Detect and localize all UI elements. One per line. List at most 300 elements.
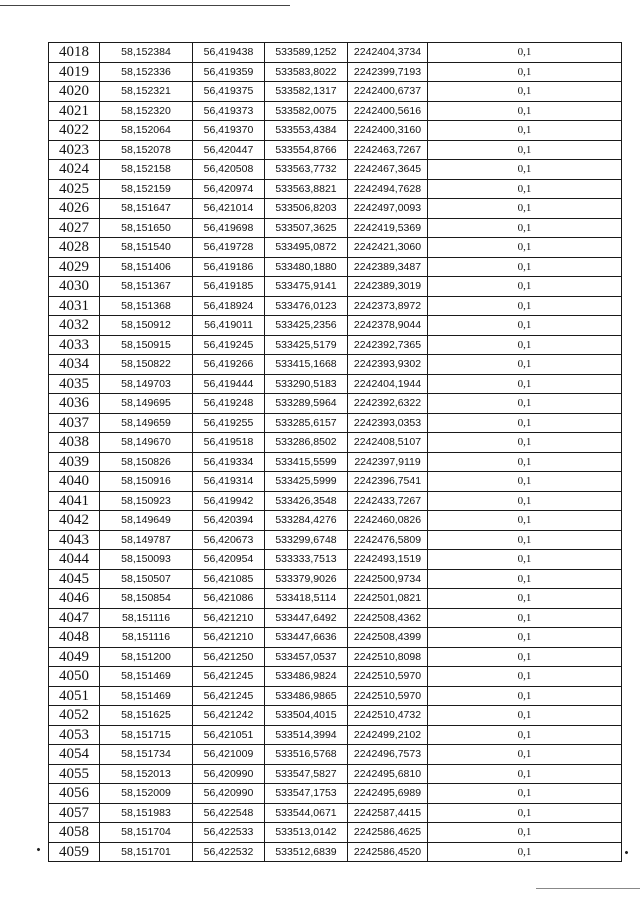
x-coordinate-cell: 533333,7513 [265,550,348,570]
value-cell: 0,1 [428,706,622,726]
longitude-cell: 56,419186 [193,257,265,277]
table-row [49,842,622,862]
table-row [49,257,622,277]
longitude-cell: 56,419370 [193,121,265,141]
point-id-cell: 4037 [49,413,100,433]
value-cell: 0,1 [428,62,622,82]
table-row [49,316,622,336]
longitude-cell: 56,420990 [193,784,265,804]
y-coordinate-cell: 2242508,4399 [348,628,428,648]
latitude-cell: 58,152384 [100,43,193,63]
point-id-cell: 4027 [49,218,100,238]
latitude-cell: 58,151715 [100,725,193,745]
value-cell: 0,1 [428,530,622,550]
y-coordinate-cell: 2242500,9734 [348,569,428,589]
x-coordinate-cell: 533507,3625 [265,218,348,238]
x-coordinate-cell: 533285,6157 [265,413,348,433]
table-row [49,413,622,433]
value-cell: 0,1 [428,725,622,745]
point-id-cell: 4056 [49,784,100,804]
value-cell: 0,1 [428,277,622,297]
x-coordinate-cell: 533495,0872 [265,238,348,258]
longitude-cell: 56,420954 [193,550,265,570]
x-coordinate-cell: 533476,0123 [265,296,348,316]
x-coordinate-cell: 533582,0075 [265,101,348,121]
latitude-cell: 58,150826 [100,452,193,472]
latitude-cell: 58,152321 [100,82,193,102]
y-coordinate-cell: 2242433,7267 [348,491,428,511]
x-coordinate-cell: 533514,3994 [265,725,348,745]
latitude-cell: 58,149787 [100,530,193,550]
value-cell: 0,1 [428,355,622,375]
point-id-cell: 4048 [49,628,100,648]
table-row [49,199,622,219]
latitude-cell: 58,149703 [100,374,193,394]
x-coordinate-cell: 533426,3548 [265,491,348,511]
point-id-cell: 4057 [49,803,100,823]
point-id-cell: 4045 [49,569,100,589]
longitude-cell: 56,421085 [193,569,265,589]
latitude-cell: 58,150093 [100,550,193,570]
value-cell: 0,1 [428,745,622,765]
longitude-cell: 56,421086 [193,589,265,609]
latitude-cell: 58,149695 [100,394,193,414]
x-coordinate-cell: 533513,0142 [265,823,348,843]
value-cell: 0,1 [428,647,622,667]
longitude-cell: 56,419185 [193,277,265,297]
value-cell: 0,1 [428,452,622,472]
table-row [49,374,622,394]
value-cell: 0,1 [428,823,622,843]
point-id-cell: 4044 [49,550,100,570]
table-row [49,628,622,648]
x-coordinate-cell: 533504,4015 [265,706,348,726]
latitude-cell: 58,151540 [100,238,193,258]
latitude-cell: 58,151625 [100,706,193,726]
value-cell: 0,1 [428,160,622,180]
table-row [49,433,622,453]
value-cell: 0,1 [428,335,622,355]
point-id-cell: 4051 [49,686,100,706]
y-coordinate-cell: 2242508,4362 [348,608,428,628]
point-id-cell: 4030 [49,277,100,297]
value-cell: 0,1 [428,199,622,219]
y-coordinate-cell: 2242408,5107 [348,433,428,453]
value-cell: 0,1 [428,803,622,823]
x-coordinate-cell: 533563,7732 [265,160,348,180]
table-row [49,491,622,511]
point-id-cell: 4042 [49,511,100,531]
x-coordinate-cell: 533583,8022 [265,62,348,82]
longitude-cell: 56,421245 [193,686,265,706]
value-cell: 0,1 [428,394,622,414]
longitude-cell: 56,421009 [193,745,265,765]
y-coordinate-cell: 2242586,4625 [348,823,428,843]
point-id-cell: 4031 [49,296,100,316]
latitude-cell: 58,149659 [100,413,193,433]
point-id-cell: 4043 [49,530,100,550]
table-row [49,355,622,375]
table-row [49,179,622,199]
x-coordinate-cell: 533582,1317 [265,82,348,102]
value-cell: 0,1 [428,589,622,609]
table-row [49,745,622,765]
table-row [49,569,622,589]
value-cell: 0,1 [428,374,622,394]
x-coordinate-cell: 533425,5999 [265,472,348,492]
x-coordinate-cell: 533486,9865 [265,686,348,706]
longitude-cell: 56,421250 [193,647,265,667]
x-coordinate-cell: 533563,8821 [265,179,348,199]
table-row [49,530,622,550]
point-id-cell: 4053 [49,725,100,745]
point-id-cell: 4028 [49,238,100,258]
longitude-cell: 56,421014 [193,199,265,219]
y-coordinate-cell: 2242397,9119 [348,452,428,472]
x-coordinate-cell: 533457,0537 [265,647,348,667]
point-id-cell: 4054 [49,745,100,765]
latitude-cell: 58,150507 [100,569,193,589]
y-coordinate-cell: 2242400,3160 [348,121,428,141]
x-coordinate-cell: 533553,4384 [265,121,348,141]
table-row [49,706,622,726]
point-id-cell: 4052 [49,706,100,726]
latitude-cell: 58,152078 [100,140,193,160]
coordinates-table-body [49,43,622,862]
table-row [49,784,622,804]
x-coordinate-cell: 533447,6492 [265,608,348,628]
value-cell: 0,1 [428,628,622,648]
table-row [49,238,622,258]
point-id-cell: 4046 [49,589,100,609]
point-id-cell: 4023 [49,140,100,160]
longitude-cell: 56,420508 [193,160,265,180]
table-row [49,725,622,745]
value-cell: 0,1 [428,140,622,160]
longitude-cell: 56,419728 [193,238,265,258]
table-row [49,452,622,472]
table-row [49,335,622,355]
latitude-cell: 58,150912 [100,316,193,336]
value-cell: 0,1 [428,257,622,277]
value-cell: 0,1 [428,569,622,589]
value-cell: 0,1 [428,296,622,316]
y-coordinate-cell: 2242389,3019 [348,277,428,297]
bottom-rule [536,888,640,889]
latitude-cell: 58,151116 [100,628,193,648]
latitude-cell: 58,151367 [100,277,193,297]
y-coordinate-cell: 2242400,5616 [348,101,428,121]
longitude-cell: 56,419359 [193,62,265,82]
y-coordinate-cell: 2242392,6322 [348,394,428,414]
y-coordinate-cell: 2242467,3645 [348,160,428,180]
y-coordinate-cell: 2242378,9044 [348,316,428,336]
point-id-cell: 4039 [49,452,100,472]
point-id-cell: 4033 [49,335,100,355]
x-coordinate-cell: 533289,5964 [265,394,348,414]
longitude-cell: 56,420394 [193,511,265,531]
value-cell: 0,1 [428,413,622,433]
longitude-cell: 56,419375 [193,82,265,102]
longitude-cell: 56,419444 [193,374,265,394]
coordinates-table [48,42,622,862]
longitude-cell: 56,421210 [193,608,265,628]
x-coordinate-cell: 533299,6748 [265,530,348,550]
y-coordinate-cell: 2242510,4732 [348,706,428,726]
latitude-cell: 58,150916 [100,472,193,492]
x-coordinate-cell: 533547,5827 [265,764,348,784]
table-row [49,121,622,141]
point-id-cell: 4034 [49,355,100,375]
latitude-cell: 58,150822 [100,355,193,375]
y-coordinate-cell: 2242392,7365 [348,335,428,355]
y-coordinate-cell: 2242463,7267 [348,140,428,160]
value-cell: 0,1 [428,667,622,687]
x-coordinate-cell: 533415,5599 [265,452,348,472]
y-coordinate-cell: 2242396,7541 [348,472,428,492]
point-id-cell: 4021 [49,101,100,121]
point-id-cell: 4041 [49,491,100,511]
y-coordinate-cell: 2242421,3060 [348,238,428,258]
point-id-cell: 4055 [49,764,100,784]
latitude-cell: 58,152158 [100,160,193,180]
y-coordinate-cell: 2242393,9302 [348,355,428,375]
x-coordinate-cell: 533286,8502 [265,433,348,453]
point-id-cell: 4025 [49,179,100,199]
longitude-cell: 56,422532 [193,842,265,862]
table-row [49,823,622,843]
x-coordinate-cell: 533547,1753 [265,784,348,804]
y-coordinate-cell: 2242419,5369 [348,218,428,238]
x-coordinate-cell: 533379,9026 [265,569,348,589]
table-row [49,511,622,531]
point-id-cell: 4050 [49,667,100,687]
table-row [49,550,622,570]
longitude-cell: 56,421051 [193,725,265,745]
y-coordinate-cell: 2242496,7573 [348,745,428,765]
point-id-cell: 4038 [49,433,100,453]
y-coordinate-cell: 2242373,8972 [348,296,428,316]
table-row [49,277,622,297]
value-cell: 0,1 [428,842,622,862]
point-id-cell: 4047 [49,608,100,628]
point-id-cell: 4018 [49,43,100,63]
y-coordinate-cell: 2242400,6737 [348,82,428,102]
longitude-cell: 56,419245 [193,335,265,355]
longitude-cell: 56,419373 [193,101,265,121]
latitude-cell: 58,151368 [100,296,193,316]
x-coordinate-cell: 533290,5183 [265,374,348,394]
latitude-cell: 58,151647 [100,199,193,219]
table-row [49,667,622,687]
x-coordinate-cell: 533554,8766 [265,140,348,160]
point-id-cell: 4040 [49,472,100,492]
y-coordinate-cell: 2242495,6989 [348,784,428,804]
longitude-cell: 56,421210 [193,628,265,648]
value-cell: 0,1 [428,511,622,531]
x-coordinate-cell: 533480,1880 [265,257,348,277]
value-cell: 0,1 [428,550,622,570]
y-coordinate-cell: 2242494,7628 [348,179,428,199]
x-coordinate-cell: 533475,9141 [265,277,348,297]
x-coordinate-cell: 533447,6636 [265,628,348,648]
point-id-cell: 4058 [49,823,100,843]
point-id-cell: 4035 [49,374,100,394]
latitude-cell: 58,152159 [100,179,193,199]
y-coordinate-cell: 2242586,4520 [348,842,428,862]
latitude-cell: 58,152013 [100,764,193,784]
value-cell: 0,1 [428,784,622,804]
point-id-cell: 4029 [49,257,100,277]
point-id-cell: 4059 [49,842,100,862]
y-coordinate-cell: 2242587,4415 [348,803,428,823]
longitude-cell: 56,419314 [193,472,265,492]
value-cell: 0,1 [428,179,622,199]
latitude-cell: 58,151469 [100,667,193,687]
y-coordinate-cell: 2242495,6810 [348,764,428,784]
point-id-cell: 4036 [49,394,100,414]
table-row [49,686,622,706]
value-cell: 0,1 [428,101,622,121]
x-coordinate-cell: 533516,5768 [265,745,348,765]
x-coordinate-cell: 533544,0671 [265,803,348,823]
point-id-cell: 4026 [49,199,100,219]
y-coordinate-cell: 2242499,2102 [348,725,428,745]
value-cell: 0,1 [428,43,622,63]
table-row [49,218,622,238]
table-row [49,589,622,609]
value-cell: 0,1 [428,472,622,492]
table-row [49,608,622,628]
x-coordinate-cell: 533284,4276 [265,511,348,531]
value-cell: 0,1 [428,218,622,238]
value-cell: 0,1 [428,433,622,453]
latitude-cell: 58,152009 [100,784,193,804]
latitude-cell: 58,150915 [100,335,193,355]
longitude-cell: 56,420447 [193,140,265,160]
value-cell: 0,1 [428,121,622,141]
point-id-cell: 4022 [49,121,100,141]
table-row [49,647,622,667]
longitude-cell: 56,419266 [193,355,265,375]
x-coordinate-cell: 533589,1252 [265,43,348,63]
value-cell: 0,1 [428,608,622,628]
x-coordinate-cell: 533506,8203 [265,199,348,219]
longitude-cell: 56,419438 [193,43,265,63]
x-coordinate-cell: 533425,2356 [265,316,348,336]
table-row [49,764,622,784]
x-coordinate-cell: 533425,5179 [265,335,348,355]
value-cell: 0,1 [428,491,622,511]
table-row [49,160,622,180]
longitude-cell: 56,421245 [193,667,265,687]
value-cell: 0,1 [428,316,622,336]
table-row [49,82,622,102]
y-coordinate-cell: 2242510,5970 [348,667,428,687]
longitude-cell: 56,419248 [193,394,265,414]
x-coordinate-cell: 533415,1668 [265,355,348,375]
latitude-cell: 58,149649 [100,511,193,531]
point-id-cell: 4020 [49,82,100,102]
longitude-cell: 56,419255 [193,413,265,433]
longitude-cell: 56,419942 [193,491,265,511]
table-row [49,62,622,82]
table-row [49,803,622,823]
point-id-cell: 4024 [49,160,100,180]
table-row [49,296,622,316]
y-coordinate-cell: 2242510,5970 [348,686,428,706]
longitude-cell: 56,419334 [193,452,265,472]
y-coordinate-cell: 2242497,0093 [348,199,428,219]
longitude-cell: 56,419518 [193,433,265,453]
scan-speck-left [36,847,40,851]
y-coordinate-cell: 2242399,7193 [348,62,428,82]
table-row [49,394,622,414]
value-cell: 0,1 [428,686,622,706]
value-cell: 0,1 [428,82,622,102]
y-coordinate-cell: 2242493,1519 [348,550,428,570]
longitude-cell: 56,419011 [193,316,265,336]
y-coordinate-cell: 2242393,0353 [348,413,428,433]
latitude-cell: 58,152320 [100,101,193,121]
latitude-cell: 58,151983 [100,803,193,823]
longitude-cell: 56,421242 [193,706,265,726]
latitude-cell: 58,152064 [100,121,193,141]
latitude-cell: 58,149670 [100,433,193,453]
longitude-cell: 56,422548 [193,803,265,823]
latitude-cell: 58,151116 [100,608,193,628]
latitude-cell: 58,151406 [100,257,193,277]
point-id-cell: 4049 [49,647,100,667]
x-coordinate-cell: 533418,5114 [265,589,348,609]
x-coordinate-cell: 533486,9824 [265,667,348,687]
latitude-cell: 58,151469 [100,686,193,706]
table-row [49,101,622,121]
latitude-cell: 58,152336 [100,62,193,82]
point-id-cell: 4032 [49,316,100,336]
y-coordinate-cell: 2242501,0821 [348,589,428,609]
table-row [49,43,622,63]
latitude-cell: 58,151200 [100,647,193,667]
latitude-cell: 58,151704 [100,823,193,843]
longitude-cell: 56,419698 [193,218,265,238]
y-coordinate-cell: 2242404,1944 [348,374,428,394]
longitude-cell: 56,422533 [193,823,265,843]
latitude-cell: 58,151734 [100,745,193,765]
latitude-cell: 58,150854 [100,589,193,609]
y-coordinate-cell: 2242476,5809 [348,530,428,550]
longitude-cell: 56,420974 [193,179,265,199]
y-coordinate-cell: 2242510,8098 [348,647,428,667]
y-coordinate-cell: 2242404,3734 [348,43,428,63]
x-coordinate-cell: 533512,6839 [265,842,348,862]
longitude-cell: 56,418924 [193,296,265,316]
value-cell: 0,1 [428,764,622,784]
table-row [49,140,622,160]
y-coordinate-cell: 2242460,0826 [348,511,428,531]
latitude-cell: 58,151701 [100,842,193,862]
table-row [49,472,622,492]
point-id-cell: 4019 [49,62,100,82]
value-cell: 0,1 [428,238,622,258]
latitude-cell: 58,151650 [100,218,193,238]
latitude-cell: 58,150923 [100,491,193,511]
longitude-cell: 56,420673 [193,530,265,550]
top-rule [0,5,290,6]
longitude-cell: 56,420990 [193,764,265,784]
y-coordinate-cell: 2242389,3487 [348,257,428,277]
scan-speck-right [624,850,628,854]
